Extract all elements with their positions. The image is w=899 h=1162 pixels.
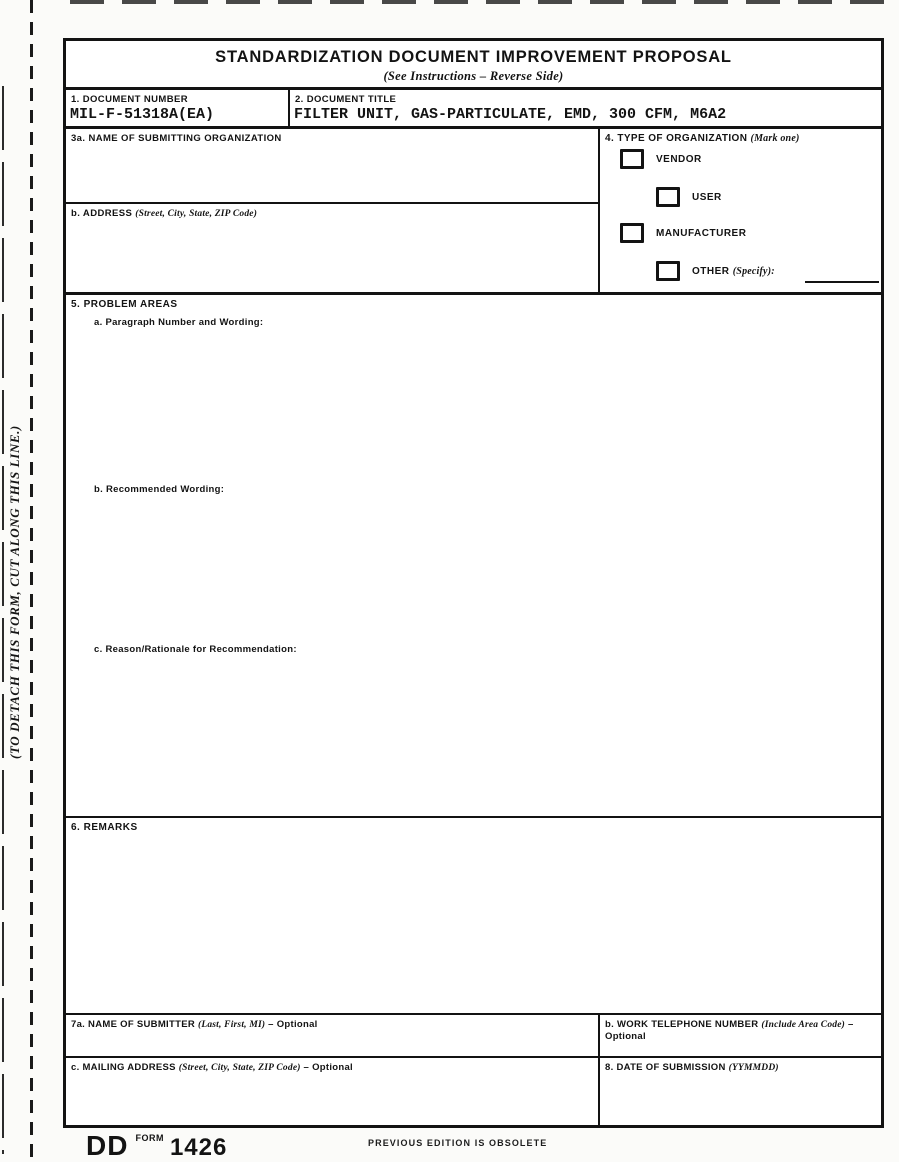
form-title: STANDARDIZATION DOCUMENT IMPROVEMENT PROPOSAL [215, 48, 732, 66]
recommended-wording-label: b. Recommended Wording: [94, 484, 225, 495]
mailing-address-label [66, 1058, 598, 1074]
vendor-label: VENDOR [656, 154, 702, 165]
work-phone-label-text: b. WORK TELEPHONE NUMBER [605, 1019, 762, 1030]
submitter-row [66, 1015, 881, 1058]
address-label-text: b. ADDRESS [71, 208, 136, 219]
submitter-name-label-detail: (Last, First, MI) [197, 1020, 266, 1030]
form-designation-dd: DD [86, 1130, 129, 1161]
other-checkbox[interactable] [656, 261, 680, 281]
user-checkbox[interactable] [656, 187, 680, 207]
org-type-label-text: 4. TYPE OF ORGANIZATION [605, 133, 751, 144]
address-label [66, 204, 598, 219]
page-edge-line [2, 86, 4, 1154]
remarks-label: 6. REMARKS [71, 822, 138, 833]
form-designation [86, 1130, 227, 1162]
work-phone-input[interactable] [600, 1043, 881, 1056]
manufacturer-label: MANUFACTURER [656, 228, 747, 239]
document-number-cell [66, 90, 288, 126]
mailing-address-input[interactable] [66, 1074, 598, 1125]
paragraph-wording-label: a. Paragraph Number and Wording: [94, 317, 264, 328]
submission-date-input[interactable] [600, 1074, 881, 1125]
user-label: USER [692, 192, 722, 203]
document-row [66, 90, 881, 129]
mailing-address-cell [66, 1058, 598, 1125]
other-label [692, 266, 775, 277]
submission-date-cell [598, 1058, 881, 1125]
submission-date-label-detail: (YYMMDD) [728, 1063, 779, 1073]
document-number-label: 1. DOCUMENT NUMBER [71, 94, 188, 105]
other-label-detail: (Specify): [732, 266, 775, 277]
address-cell [66, 204, 598, 295]
submission-date-label [600, 1058, 881, 1074]
document-number-value: MIL-F-51318A(EA) [70, 106, 215, 123]
submission-date-label-text: 8. DATE OF SUBMISSION [605, 1062, 729, 1073]
org-type-label [600, 129, 881, 144]
mailing-address-label-suffix: – Optional [300, 1062, 353, 1073]
organization-row [66, 129, 881, 295]
address-label-detail: (Street, City, State, ZIP Code) [135, 209, 258, 219]
vendor-checkbox[interactable] [620, 149, 644, 169]
remarks-section [66, 818, 881, 1015]
submitting-org-label: 3a. NAME OF SUBMITTING ORGANIZATION [71, 133, 282, 144]
submitter-name-label-suffix: – Optional [265, 1019, 318, 1030]
other-specify-input[interactable] [805, 281, 879, 283]
submitter-name-label-text: 7a. NAME OF SUBMITTER [71, 1019, 198, 1030]
org-type-cell [598, 129, 881, 292]
problem-areas-section [66, 295, 881, 818]
document-title-value: FILTER UNIT, GAS-PARTICULATE, EMD, 300 CFM, M6A2 [294, 106, 727, 123]
address-input[interactable] [66, 222, 598, 295]
org-type-label-detail: (Mark one) [750, 133, 800, 144]
submitting-org-input[interactable] [66, 147, 598, 202]
other-label-text: OTHER [692, 266, 733, 277]
manufacturer-checkbox[interactable] [620, 223, 644, 243]
organization-left-column [66, 129, 598, 295]
mailing-row [66, 1058, 881, 1125]
paragraph-wording-input[interactable] [66, 329, 881, 479]
work-phone-cell [598, 1015, 881, 1056]
submitter-name-cell [66, 1015, 598, 1056]
detach-cut-line [30, 0, 33, 1158]
form-designation-word: FORM [135, 1133, 164, 1143]
document-title-label: 2. DOCUMENT TITLE [295, 94, 397, 105]
scan-edge-artifact [70, 0, 899, 4]
form-subtitle: (See Instructions – Reverse Side) [383, 69, 564, 83]
mailing-address-label-text: c. MAILING ADDRESS [71, 1062, 179, 1073]
dd1426-form [63, 38, 884, 1128]
reason-rationale-input[interactable] [66, 657, 881, 812]
recommended-wording-input[interactable] [66, 497, 881, 637]
work-phone-label [600, 1015, 881, 1043]
reason-rationale-label: c. Reason/Rationale for Recommendation: [94, 644, 297, 655]
form-header [66, 41, 881, 90]
submitter-name-label [66, 1015, 598, 1031]
previous-edition-note: PREVIOUS EDITION IS OBSOLETE [368, 1138, 548, 1148]
work-phone-label-suffix: – Optional [605, 1019, 854, 1042]
form-designation-number: 1426 [169, 1134, 228, 1161]
detach-instruction: (TO DETACH THIS FORM, CUT ALONG THIS LINE.) [7, 425, 22, 759]
work-phone-label-detail: (Include Area Code) [761, 1020, 846, 1030]
submitter-name-input[interactable] [66, 1031, 598, 1056]
remarks-input[interactable] [66, 836, 881, 1013]
mailing-address-label-detail: (Street, City, State, ZIP Code) [178, 1063, 301, 1073]
document-title-cell [288, 90, 881, 126]
problem-areas-label: 5. PROBLEM AREAS [71, 299, 178, 310]
submitting-org-cell [66, 129, 598, 204]
